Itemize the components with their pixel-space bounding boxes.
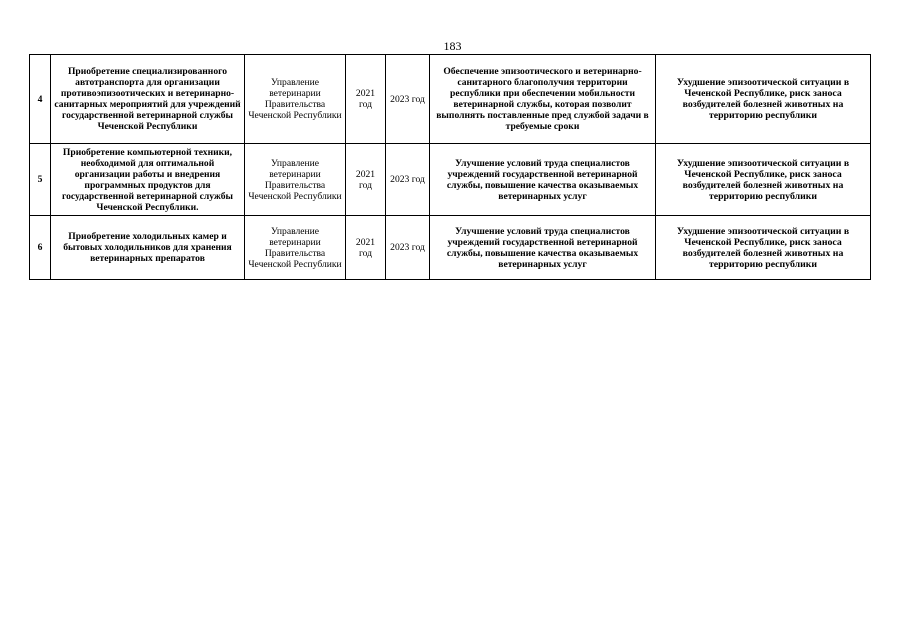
row-number: 6: [30, 216, 51, 280]
end-year-cell: 2023 год: [386, 55, 430, 144]
row-number: 5: [30, 144, 51, 216]
table-row: [30, 216, 871, 280]
page-number: 183: [443, 39, 462, 53]
end-year-cell: 2023 год: [386, 216, 430, 280]
result-cell: Улучшение условий труда специалистов учреждений государственной ветеринарной службы, повышение качества оказываемых ветеринарных услуг: [430, 216, 656, 280]
risk-cell: Ухудшение эпизоотической ситуации в Чеченской Республике, риск заноса возбудителей болезней животных на территорию республики: [656, 144, 871, 216]
table-row: [30, 55, 871, 144]
result-cell: Улучшение условий труда специалистов учреждений государственной ветеринарной службы, повышение качества оказываемых ветеринарных услуг: [430, 144, 656, 216]
result-cell: Обеспечение эпизоотического и ветеринарно-санитарного благополучия территории республики при обеспечении мобильности ветеринарной службы, которая позволит выполнять поставленные пред службой задачи в требуемые сроки: [430, 55, 656, 144]
start-year-cell: 2021 год: [346, 55, 386, 144]
measures-table: [29, 54, 871, 280]
start-year-cell: 2021 год: [346, 216, 386, 280]
measure-cell: Приобретение холодильных камер и бытовых холодильников для хранения ветеринарных препаратов: [51, 216, 245, 280]
risk-cell: Ухудшение эпизоотической ситуации в Чеченской Республике, риск заноса возбудителей болезней животных на территорию республики: [656, 55, 871, 144]
organization-cell: Управление ветеринарии Правительства Чеченской Республики: [245, 55, 346, 144]
organization-cell: Управление ветеринарии Правительства Чеченской Республики: [245, 144, 346, 216]
organization-cell: Управление ветеринарии Правительства Чеченской Республики: [245, 216, 346, 280]
risk-cell: Ухудшение эпизоотической ситуации в Чеченской Республике, риск заноса возбудителей болезней животных на территорию республики: [656, 216, 871, 280]
start-year-cell: 2021 год: [346, 144, 386, 216]
measure-cell: Приобретение компьютерной техники, необходимой для оптимальной организации работы и внедрения программных продуктов для государственной ветеринарной службы Чеченской Республики.: [51, 144, 245, 216]
end-year-cell: 2023 год: [386, 144, 430, 216]
row-number: 4: [30, 55, 51, 144]
measure-cell: Приобретение специализированного автотранспорта для организации противоэпизоотических и ветеринарно-санитарных мероприятий для учреждений государственной ветеринарной службы Чеченской Республики: [51, 55, 245, 144]
table-row: [30, 144, 871, 216]
